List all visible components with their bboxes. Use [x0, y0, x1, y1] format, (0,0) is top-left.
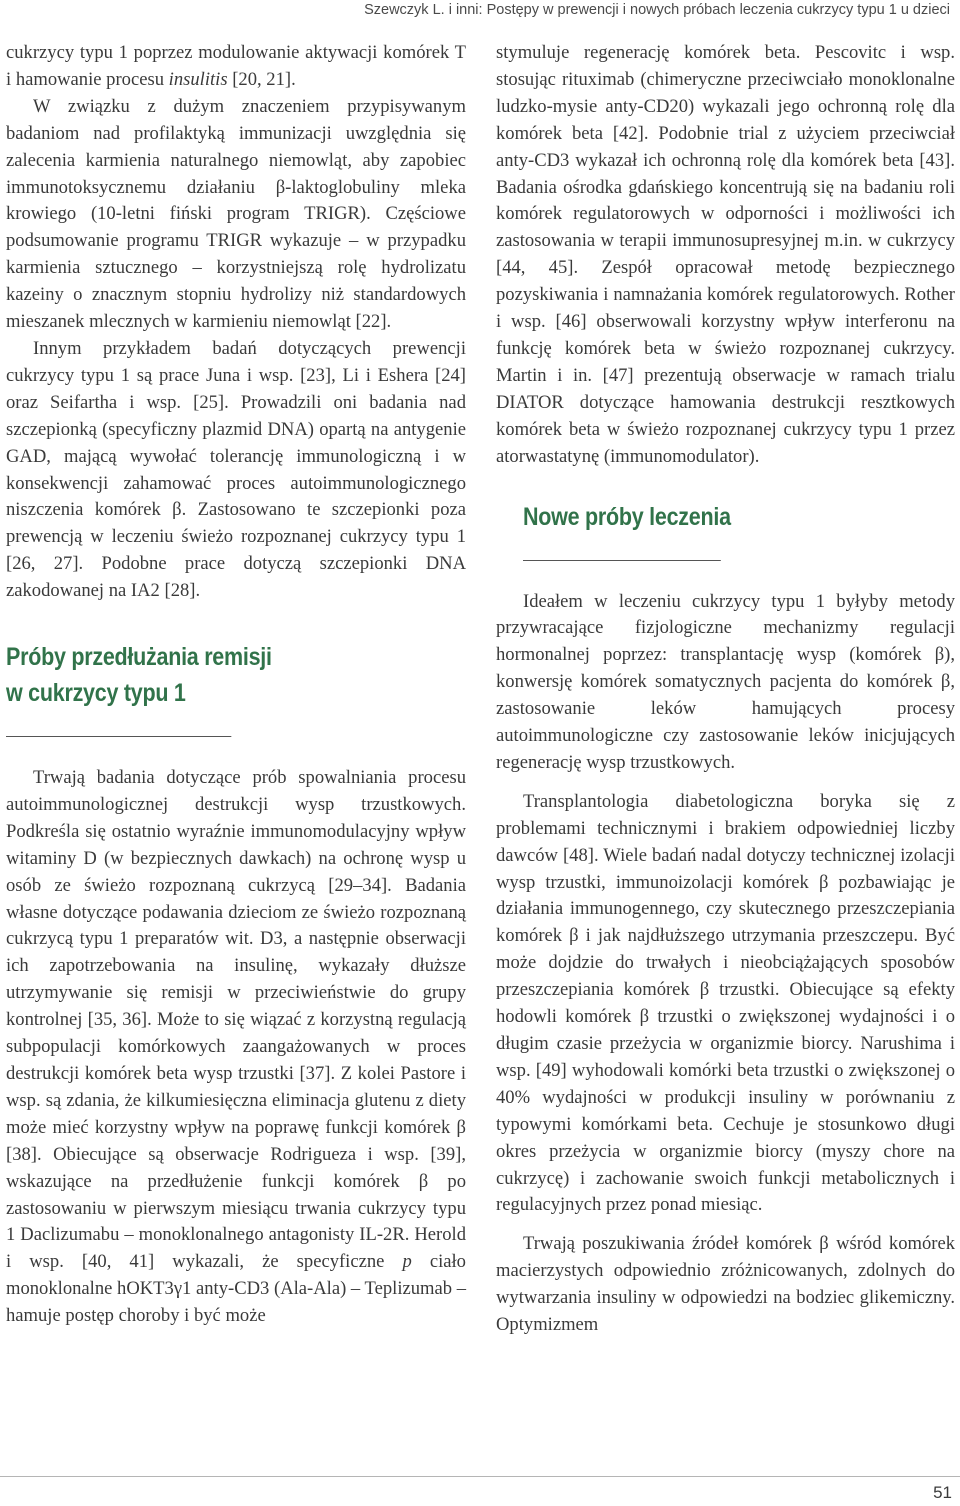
paragraph: Ideałem w leczeniu cukrzycy typu 1 byłyby metody przywracające fizjologiczne mechanizmy regulacji hormonalnej poprzez: transplantację wysp (komórek β), konwersję komórek somatycznych pacjenta do komórek β, zastosowanie leków hamujących procesy autoimmunologiczne czy zastosowanie leków inicjujących regenerację wysp trzustkowych.	[496, 590, 955, 773]
heading-rule	[523, 560, 721, 561]
paragraph: W związku z dużym znaczeniem przypisywanym badaniom nad profilaktyką immunizacji uwzględnia się zalecenia karmienia naturalnego niemowląt, aby zapobiec immunotoksycznemu działaniu β-laktoglobuliny mleka krowiego (10-letni fiński program TRIGR). Częściowe podsumowanie programu TRIGR wykazuje – w przypadku karmienia sztucznego – korzystniejszą rolę hydrolizatu kazeiny o znacznym stopniu hydrolizy niż standardowych mieszanek mlecznych w karmieniu niemowląt [22].	[6, 95, 466, 333]
paragraph: Transplantologia diabetologiczna boryka się z problemami technicznymi i brakiem odpowiedniej liczby dawców [48]. Wiele badań nadal dotyczy technicznej izolacji wysp trzustki, immunoizolacji komórek β pozbawiając je działania immunogennego, czy skutecznego przeszczepiania komórek β i jak najdłuższego utrzymania przeszczepu. Być może dojdzie do trwałych i nieobciążających sposobów przeszczepiania komórek β trzustki. Obiecujące są efekty hodowli komórek β trzustki o zwiększonej wydajności i o długim czasie przeżycia w organizmie biorcy. Narushima i wsp. [49] wyhodowali komórki beta trzustki o zwiększonej o 40% wydajności w produkcji insuliny w porównaniu z typowymi komórkami beta. Cechuje je stosunkowo długi okres przeżycia w organizmie biorcy (myszy chore na cukrzycę) i zachowanie swoich funkcji metabolicznych i regulacyjnych przez ponad miesiąc.	[496, 790, 955, 1216]
section-heading: Próby przedłużania remisji w cukrzycy typu 1	[6, 639, 402, 747]
paragraph: Innym przykładem badań dotyczących prewencji cukrzycy typu 1 są prace Juna i wsp. [23], Li i Eshera [24] oraz Seifartha i wsp. [25]. Prowadzili oni badania nad szczepionką (specyficzny plazmid DNA) opartą na antygenie GAD, mającą wywołać tolerancję immunologiczną i w konsekwencji zahamować proces autoimmunologicznego niszczenia komórek β. Zastosowano te szczepionki poza prewencją w leczeniu świeżo rozpoznanej cukrzycy typu 1 [26, 27]. Podobne prace dotyczą szczepionki DNA zakodowanej na IA2 [28].	[6, 337, 466, 602]
footer-rule	[0, 1476, 960, 1477]
page-number: 51	[933, 1483, 952, 1502]
section-heading: Nowe próby leczenia	[523, 499, 895, 571]
right-column	[496, 40, 955, 1339]
paragraph: cukrzycy typu 1 poprzez modulowanie aktywacji komórek T i hamowanie procesu insulitis [20, 21].	[6, 42, 466, 90]
paragraph: Trwają poszukiwania źródeł komórek β wśród komórek macierzystych odpowiednio zróżnicowanych, zdolnych do wytwarzania insuliny w odpowiedzi na bodziec glikemiczny. Optymizmem	[496, 1233, 955, 1336]
paragraph: stymuluje regenerację komórek beta. Pescovitc i wsp. stosując rituximab (chimeryczne przeciwciało monoklonalne ludzko-mysie anty-CD20) wykazali jego ochronną rolę dla komórek beta [42]. Podobnie trial z użyciem przeciwciał anty-CD3 wykazał ich ochronną rolę dla komórek beta [43]. Badania ośrodka gdańskiego koncentrują się na badaniu roli komórek regulatorowych w odporności i możliwości ich zastosowania w terapii immunosupresyjnej m.in. w cukrzycy [44, 45]. Zespół opracował metodę bezpiecznego pozyskiwania i namnażania komórek regulatorowych. Rother i wsp. [46] obserwowali korzystny wpływ interferonu na funkcję komórek beta w świeżo rozpoznanej cukrzycy. Martin i in. [47] prezentują obserwacje w ramach trialu DIATOR dotyczące hamowania destrukcji resztkowych komórek beta w świeżo rozpoznanej cukrzycy typu 1 przez atorwastatynę (immunomodulator).	[496, 42, 955, 467]
left-column	[6, 40, 466, 1330]
heading-rule	[6, 736, 231, 737]
running-head: Szewczyk L. i inni: Postępy w prewencji i nowych próbach leczenia cukrzycy typu 1 u dzieci	[364, 2, 950, 18]
paragraph: Trwają badania dotyczące prób spowalniania procesu autoimmunologicznej destrukcji wysp trzustkowych. Podkreśla się ostatnio wyraźnie immunomodulacyjny wpływ witaminy D (w bezpiecznych dawkach) na ochronę wysp u osób ze świeżo rozpoznaną cukrzycą [29–34]. Badania własne dotyczące podawania dzieciom ze świeżo rozpoznaną cukrzycą typu 1 preparatów wit. D3, a następnie obserwacji ich zapotrzebowania na insulinę, wykazały dłuższe utrzymywanie się remisji w przeciwieństwie do grupy kontrolnej [35, 36]. Może to się wiązać z korzystną regulacją subpopulacji komórkowych zaangażowanych w proces destrukcji komórek beta wysp trzustki [37]. Z kolei Pastore i wsp. są zdania, że kilkumiesięczna eliminacja glutenu z diety może mieć korzystny wpływ na poprawę funkcji komórek β [38]. Obiecujące są obserwacje Rodrigueza i wsp. [39], wskazujące na przedłużenie funkcji komórek β po zastosowaniu w pierwszym miesiącu trwania cukrzycy typu 1 Daclizumabu – monoklonalnego antagonisty IL-2R. Herold i wsp. [40, 41] wykazali, że specyficzne p ciało monoklonalne hOKT3γ1 anty-CD3 (Ala-Ala) – Teplizumab – hamuje postęp choroby i być może	[6, 767, 466, 1327]
